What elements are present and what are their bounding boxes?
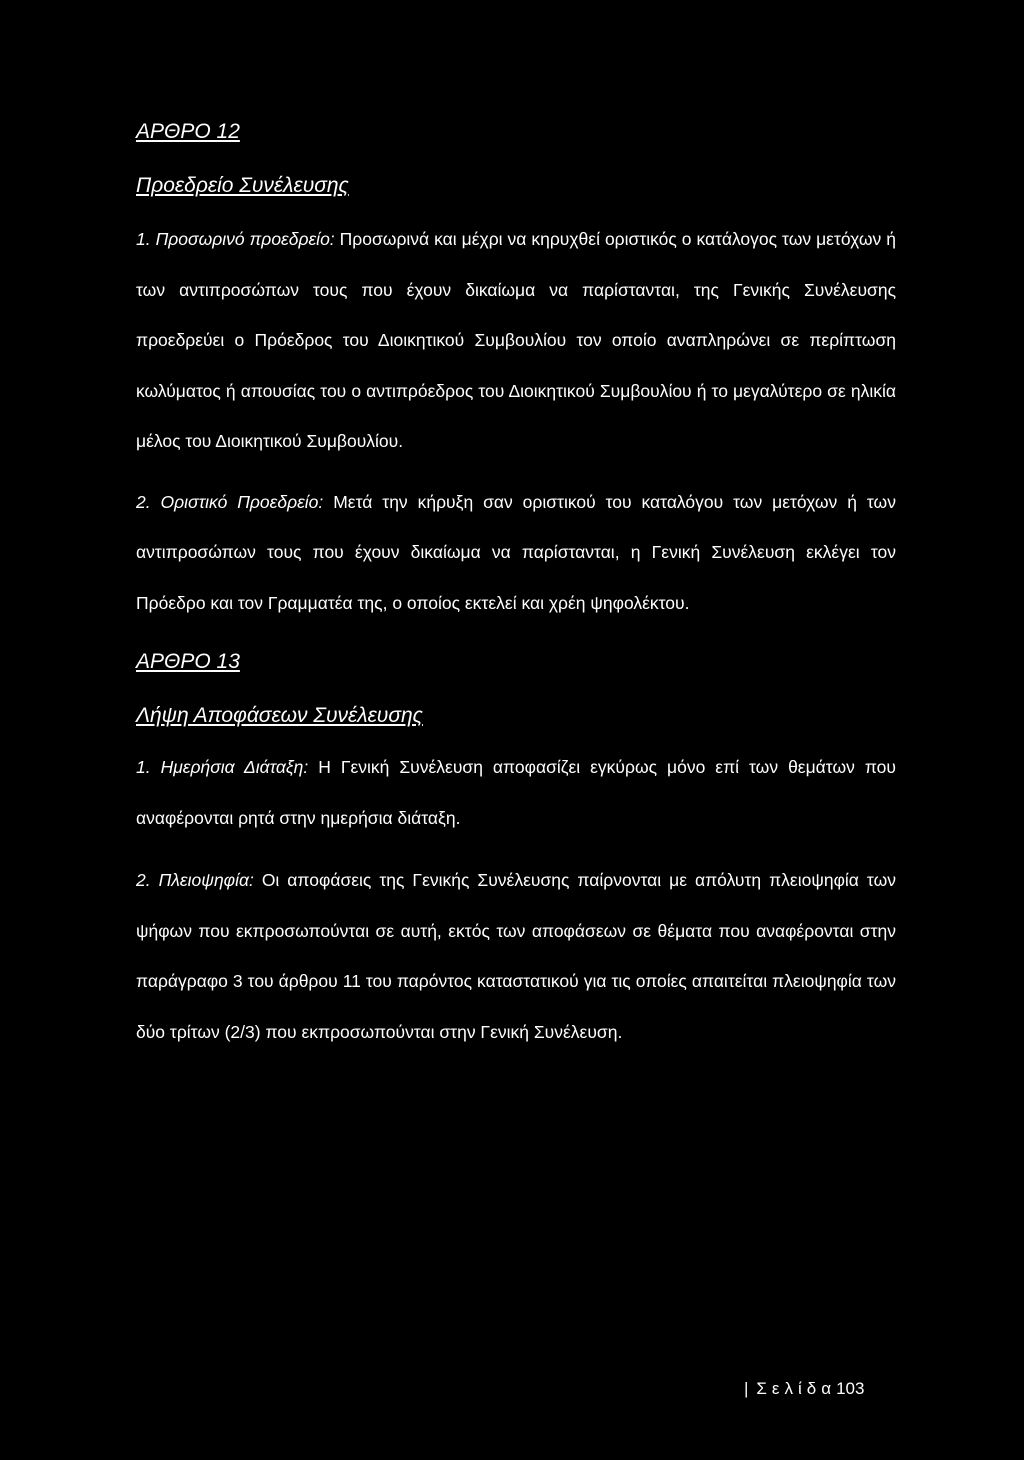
footer-separator: | (744, 1379, 749, 1398)
paragraph-term: Ημερήσια Διάταξη: (160, 757, 309, 777)
paragraph-number: 1. (136, 757, 151, 777)
article-heading: ΑΡΘΡΟ 12 (136, 120, 240, 143)
paragraph (136, 214, 896, 467)
paragraph-term: Οριστικό Προεδρείο: (160, 491, 324, 512)
article-title: Λήψη Αποφάσεων Συνέλευσης (136, 704, 423, 727)
paragraph-text: Προσωρινά και μέχρι να κηρυχθεί οριστικός ο κατάλογος των μετόχων ή των αντιπροσώπων τους που έχουν δικαίωμα να παρίστανται, της Γενικής Συνέλευσης προεδρεύει ο Πρόεδρος του Διοικητικού Συμβουλίου τον οποίο αναπληρώνει σε περίπτωση κωλύματος ή απουσίας του ο αντιπρόεδρος του Διοικητικού Συμβουλίου ή το μεγαλύτερο σε ηλικία μέλος του Διοικητικού Συμβουλίου. (136, 229, 896, 451)
paragraph-number: 1. (136, 229, 151, 249)
document-content (136, 118, 896, 1057)
paragraph-text: Η Γενική Συνέλευση αποφασίζει εγκύρως μόνο επί των θεμάτων που αναφέρονται ρητά στην ημερήσια διάταξη. (136, 757, 896, 828)
paragraph-term: Πλειοψηφία: (158, 870, 254, 890)
paragraph-text: Μετά την κήρυξη σαν οριστικού του καταλόγου των μετόχων ή των αντιπροσώπων τους που έχουν δικαίωμα να παρίστανται, η Γενική Συνέλευση εκλέγει τον Πρόεδρο και τον Γραμματέα της, ο οποίος εκτελεί και χρέη ψηφολέκτου. (136, 491, 896, 613)
footer-page-number: 103 (836, 1379, 865, 1398)
paragraph-term: Προσωρινό προεδρείο: (155, 229, 335, 249)
paragraph (136, 742, 896, 843)
paragraph-text: Οι αποφάσεις της Γενικής Συνέλευσης παίρνονται με απόλυτη πλειοψηφία των ψήφων που εκπροσωπούνται σε αυτή, εκτός των αποφάσεων σε θέματα που αναφέρονται στην παράγραφο 3 του άρθρου 11 του παρόντος καταστατικού για τις οποίες απαιτείται πλειοψηφία των δύο τρίτων (2/3) που εκπροσωπούνται στην Γενική Συνέλευση. (136, 870, 896, 1042)
page-footer (744, 1378, 864, 1400)
paragraph (136, 477, 896, 629)
paragraph-number: 2. (136, 870, 151, 890)
article-title: Προεδρείο Συνέλευσης (136, 174, 349, 197)
paragraph-number: 2. (136, 491, 151, 512)
paragraph (136, 855, 896, 1057)
footer-page-label: Σελίδα (756, 1379, 837, 1398)
article-heading: ΑΡΘΡΟ 13 (136, 650, 240, 673)
